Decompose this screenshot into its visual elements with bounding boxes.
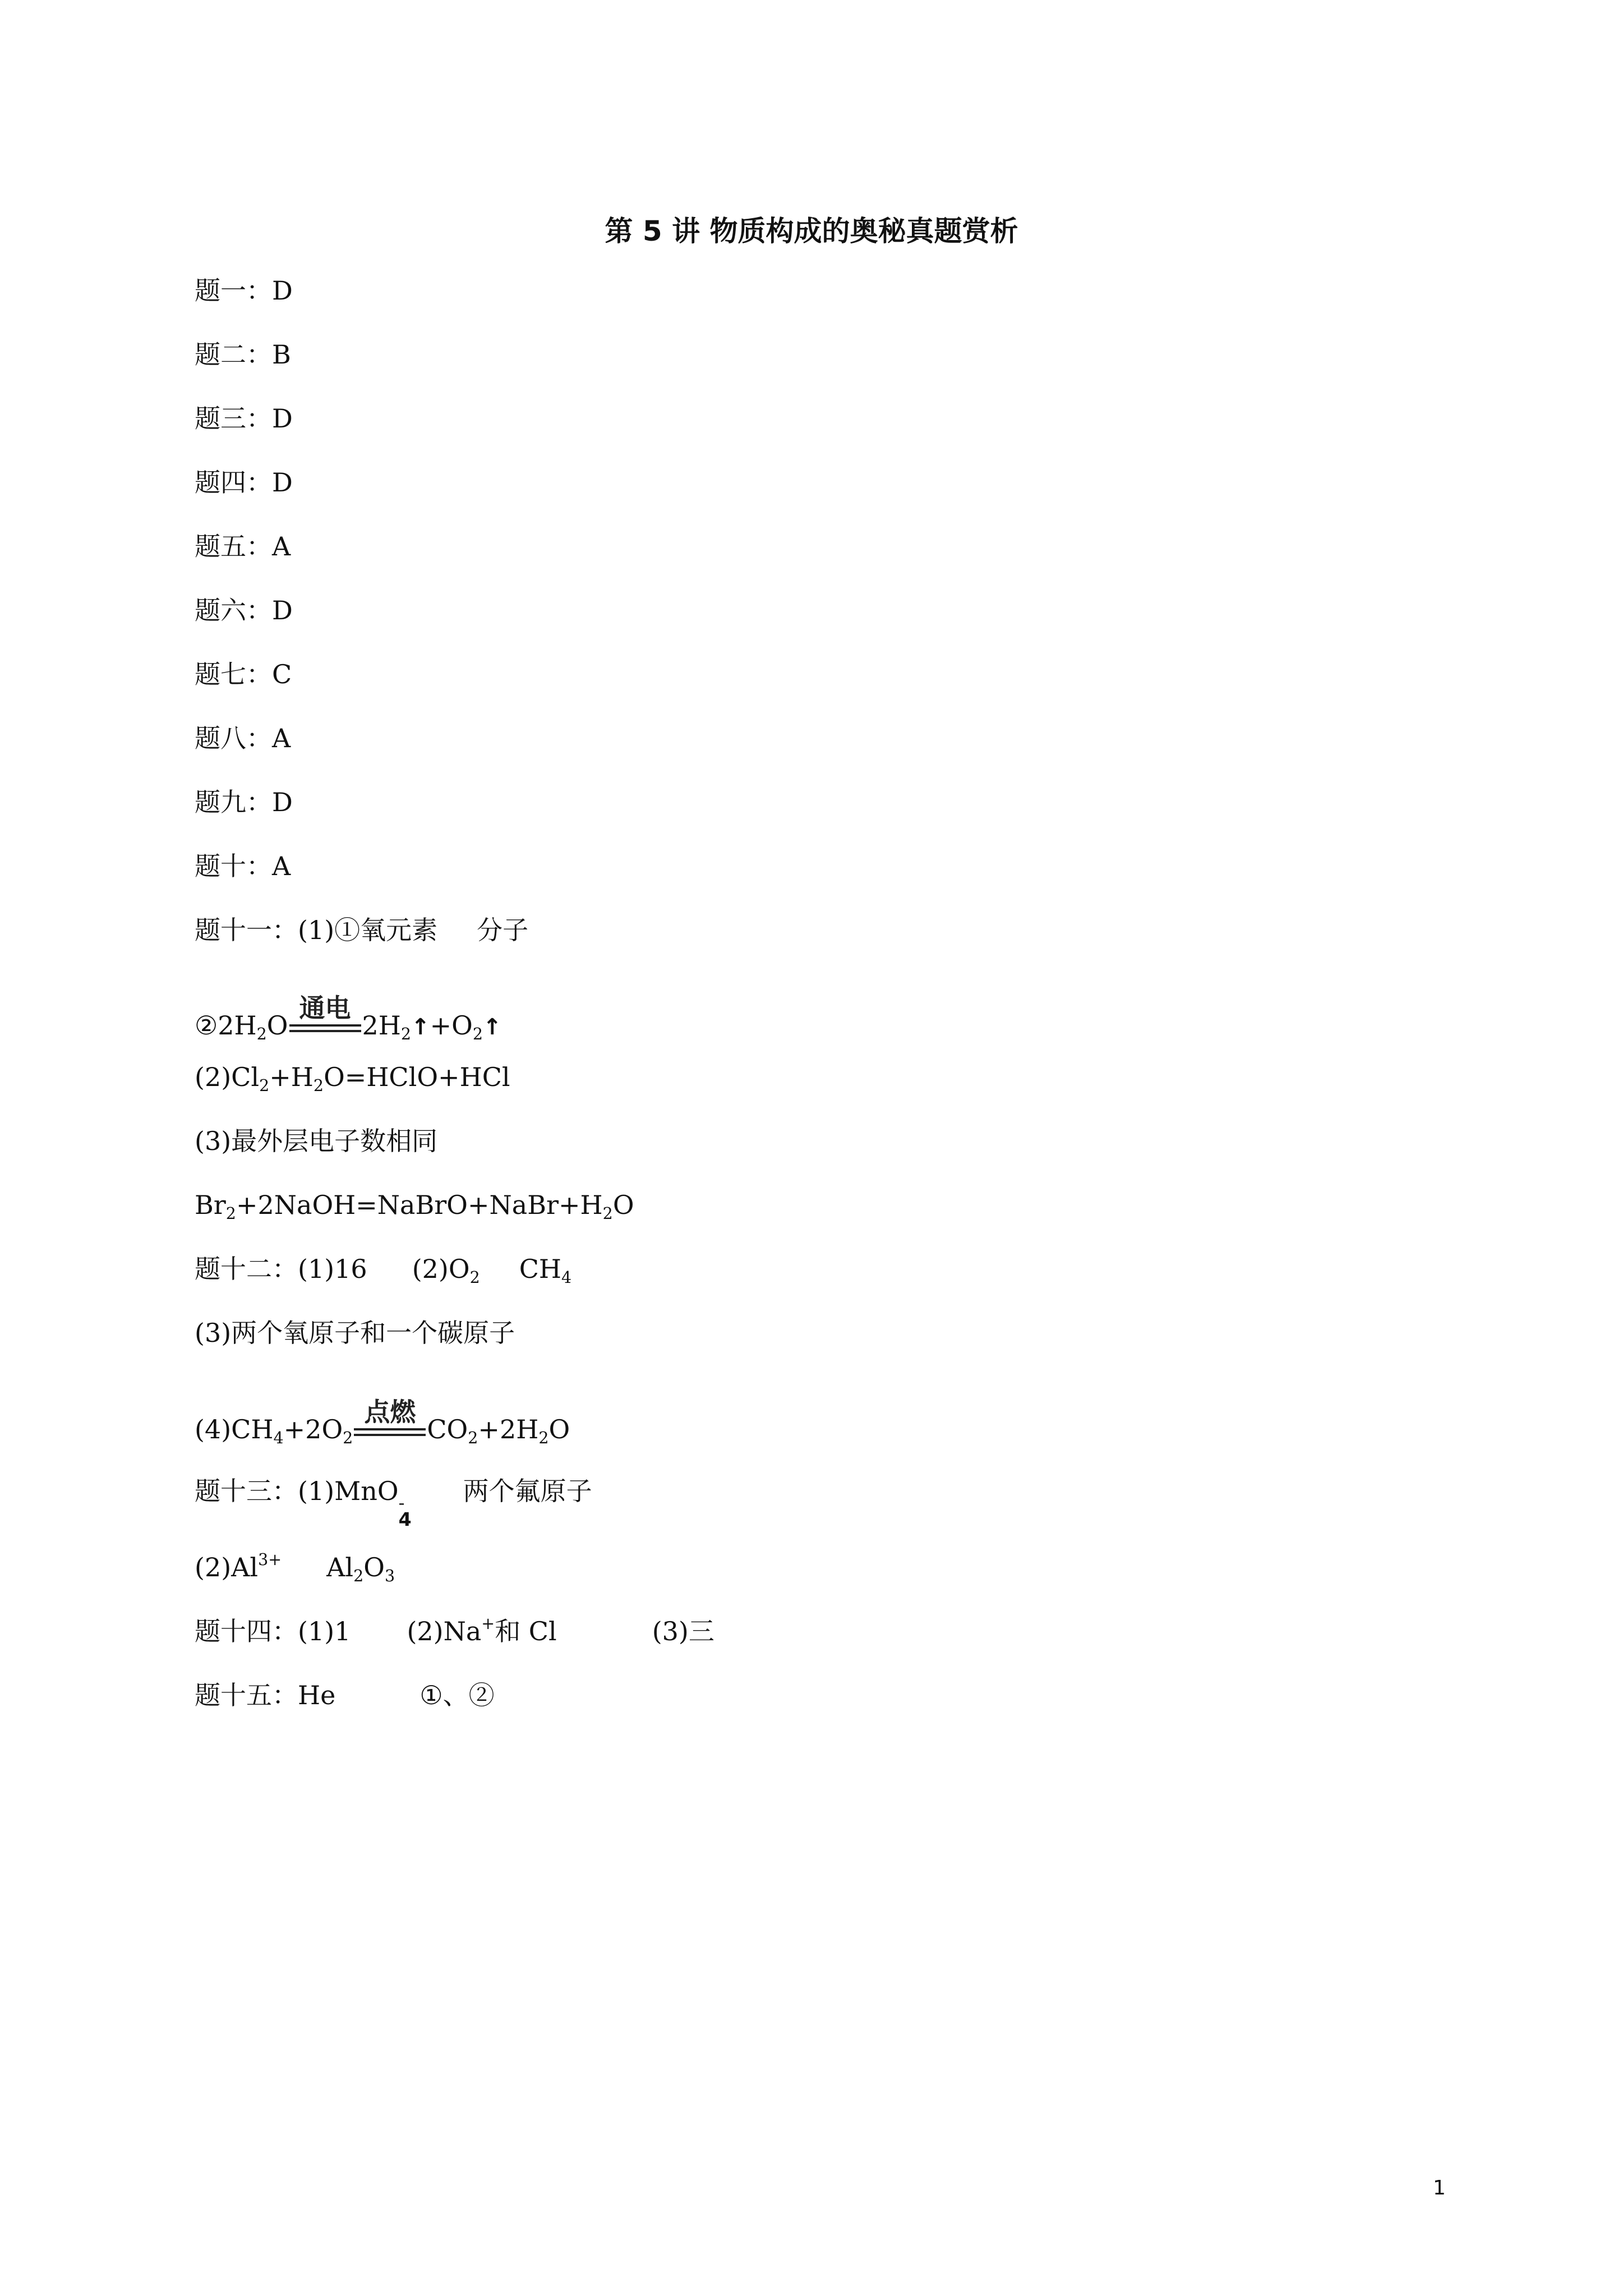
answer-q15: 题十五：He ①、② [195,1680,495,1710]
q11-molecule: 分子 [477,915,529,945]
eq1-left: $②2H_2O$ [195,1010,288,1044]
eq-combustion-condition [354,1397,426,1443]
q11-head: 题十一：(1)①氧元素 [195,915,438,945]
answer-q3: 题三：D [195,403,293,434]
answer-q11-line1 [195,913,528,947]
answer-q13-part2: $(2)Al^{3+}$ $Al_2O_3$ [195,1550,395,1586]
answer-q12-part3: (3)两个氧原子和一个碳原子 [195,1318,515,1348]
answer-q6: 题六：D [195,595,293,625]
answer-q11-part2: $(2)Cl_2+H_2O=HClO+HCl$ [195,1062,510,1096]
eq-combustion-condition-label: 点燃 [364,1397,416,1427]
page-title: 第 5 讲 物质构成的奥秘真题赏析 [605,215,1018,247]
answer-q5: 题五：A [195,531,291,562]
answer-q7: 题七：C [195,659,292,689]
answer-q1: 题一：D [195,275,293,306]
answer-q10: 题十：A [195,851,291,881]
answer-q2: 题二：B [195,339,291,370]
answer-q11-part3: (3)最外层电子数相同 [195,1126,438,1156]
answer-q4: 题四：D [195,467,293,498]
answer-q14: 题十四：(1)1 (2)Na+和 Cl (3)三 [195,1614,714,1646]
eq1-right: $2H_2↑+O_2↑$ [362,1010,502,1044]
answer-q12-line1: 题十二：(1)16 $(2)O_2$ $CH_4$ [195,1254,572,1287]
answer-q9: 题九：D [195,787,293,817]
gas-arrow-icon: ↑ [482,1014,502,1040]
answer-q11-equation-bromine: $Br_2+2NaOH=NaBrO+NaBr+H_2O$ [195,1190,634,1223]
answer-q11-equation-electrolysis [195,993,502,1044]
page-number: 1 [1433,2177,1446,2200]
gas-arrow-icon: ↑ [411,1014,430,1040]
answer-q13-line1: 题十三：(1)MnO - 4 两个氟原子 [195,1476,592,1530]
eq1-condition-label: 通电 [299,993,351,1023]
eq1-condition [289,993,361,1039]
answer-q12-equation-combustion: $(4)CH_4+2O_2$ 点燃 $CO_2+2H_2O$ [195,1397,570,1448]
answer-q8: 题八：A [195,723,291,753]
